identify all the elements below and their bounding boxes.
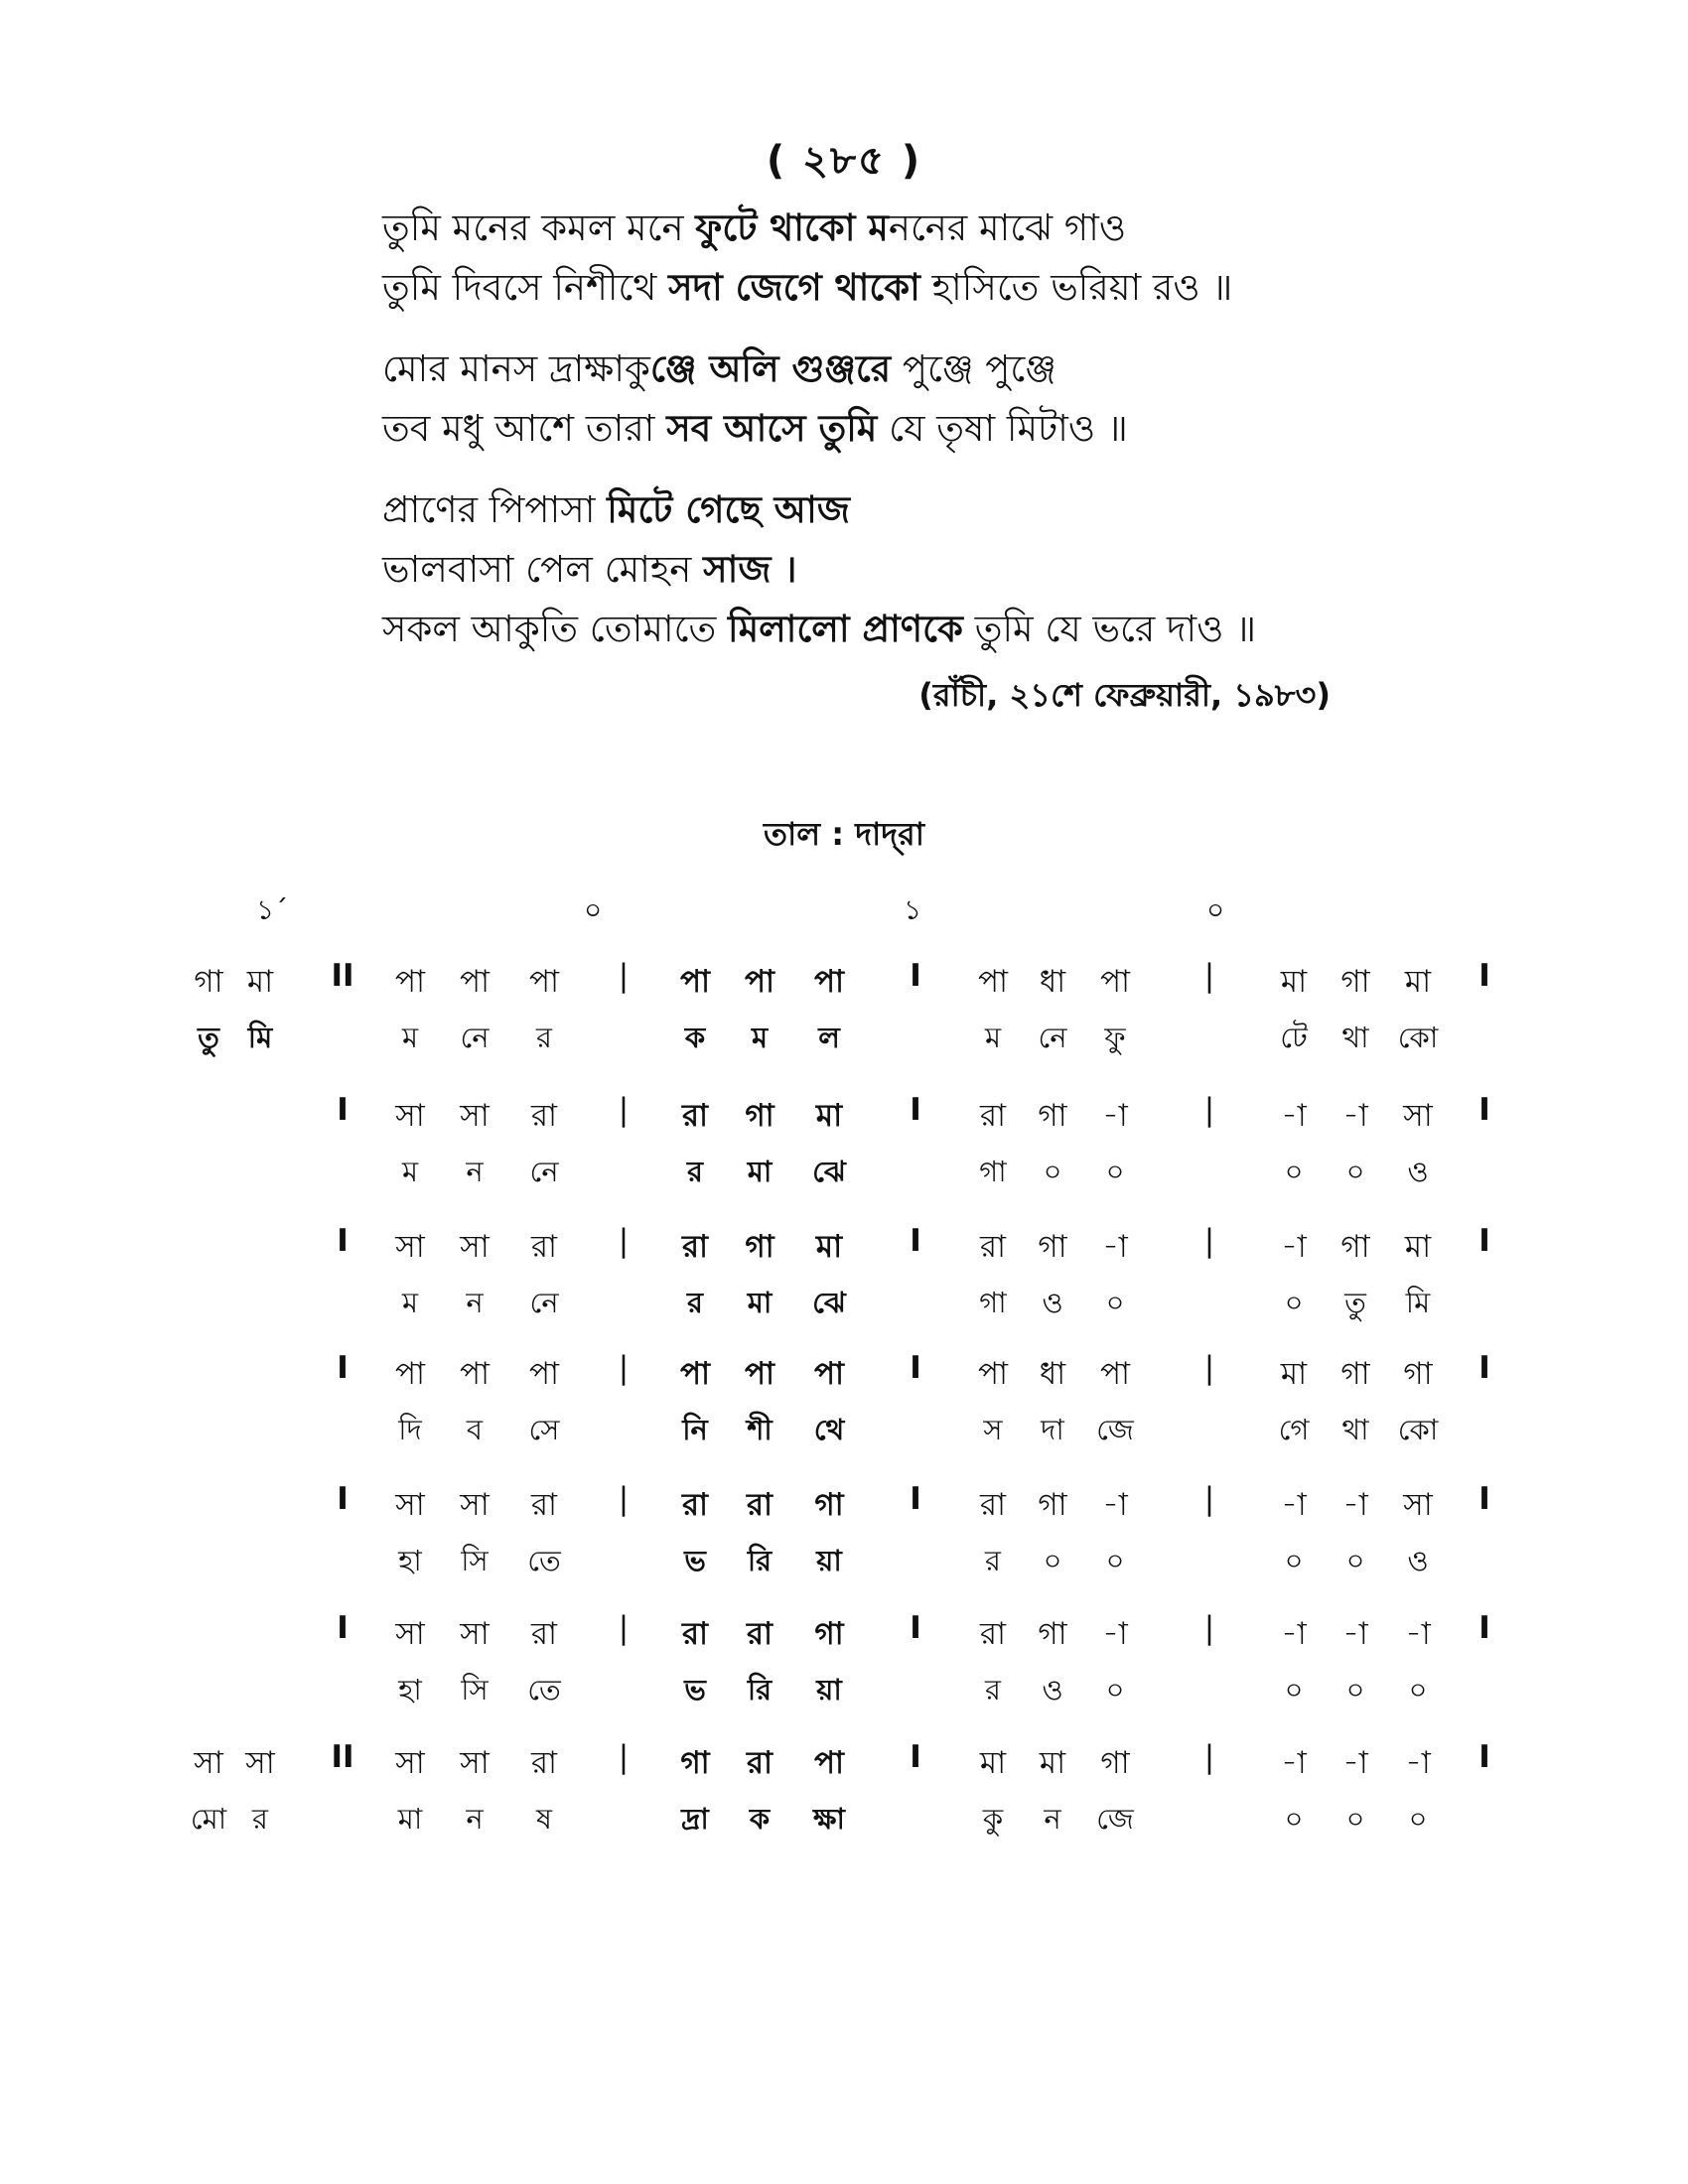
lyric-segment: পুঞ্জে পুঞ্জে [891, 347, 1056, 390]
swara-note: রা [530, 1098, 558, 1134]
swara-note: ধা [1039, 1356, 1066, 1392]
beat-marker: ১ [904, 893, 922, 926]
swara-note: মা [815, 1098, 843, 1134]
swara-note: রা [979, 1487, 1007, 1523]
bar-line: I [1478, 1739, 1490, 1775]
lyric-syllable: ০ [1408, 1673, 1428, 1706]
swara-note: পা [744, 1356, 775, 1392]
lyric-segment: তব মধু আশে তারা [382, 407, 667, 450]
lyric-syllable: সি [461, 1673, 489, 1706]
lyric-segment: তুমি যে ভরে দাও ॥ [962, 608, 1257, 650]
lyric-line [382, 540, 1375, 600]
lyric-segment: সব আসে তুমি [666, 407, 878, 450]
swara-note: -া [1102, 1487, 1128, 1523]
lyric-syllable: ০ [1284, 1286, 1304, 1319]
lyric-segment: মিটে গেছে আজ [607, 488, 850, 531]
lyric-line [382, 340, 1375, 399]
lyric-syllable: ঝে [812, 1286, 846, 1319]
swara-note: গা [745, 1098, 774, 1134]
swara-note: -া [1102, 1229, 1128, 1265]
lyric-syllable: ও [1407, 1544, 1429, 1577]
swara-note: মা [1404, 1229, 1432, 1265]
lyric-syllable: তু [1344, 1286, 1366, 1319]
bar-line: | [1203, 1610, 1215, 1646]
swara-note: সা [194, 1745, 223, 1781]
swara-note: -া [1405, 1616, 1431, 1652]
lyric-syllable: ও [1042, 1673, 1063, 1706]
lyric-syllable: কু [982, 1802, 1004, 1836]
swara-note: সা [245, 1745, 275, 1781]
lyric-line [382, 480, 1375, 540]
bar-line: I [910, 1481, 921, 1517]
swara-note: পা [528, 964, 560, 1000]
lyric-syllable: গা [979, 1155, 1007, 1188]
bar-line: I [910, 1610, 921, 1646]
beat-marker: ১´ [256, 893, 289, 926]
swara-note: পা [1099, 964, 1131, 1000]
lyric-syllable: ম [984, 1021, 1002, 1054]
swara-note: সা [460, 1616, 490, 1652]
song-lyrics [382, 199, 1375, 681]
lyric-syllable: ০ [1345, 1673, 1365, 1706]
swara-note: পা [394, 1356, 426, 1392]
lyric-syllable: রি [747, 1544, 773, 1577]
lyric-syllable: ০ [1105, 1544, 1125, 1577]
notation-notes-row [0, 1610, 1688, 1652]
lyric-syllable: ন [466, 1802, 484, 1836]
lyric-syllable: দি [398, 1413, 422, 1446]
swara-note: -া [1281, 1745, 1307, 1781]
swara-note: পা [813, 1356, 845, 1392]
swara-note: রা [746, 1487, 774, 1523]
swara-note: সা [1403, 1487, 1433, 1523]
swara-note: রা [530, 1616, 558, 1652]
lyric-syllable: মা [397, 1802, 423, 1836]
lyric-syllable: থা [1341, 1413, 1369, 1446]
lyric-segment: সকল আকুতি তোমাতে [382, 608, 728, 650]
swara-note: পা [679, 964, 711, 1000]
lyric-syllable: নে [529, 1155, 559, 1188]
bar-line: I [1478, 1223, 1490, 1259]
swara-note: গা [1340, 964, 1370, 1000]
bar-line: I [910, 958, 921, 994]
swara-note: পা [977, 964, 1009, 1000]
lyric-syllable: জে [1096, 1413, 1134, 1446]
lyric-line [382, 258, 1375, 318]
swara-note: রা [979, 1616, 1007, 1652]
swara-note: রা [979, 1229, 1007, 1265]
notation-lyrics-row [0, 1668, 1688, 1706]
bar-line: I [1478, 1610, 1490, 1646]
swara-note: -া [1281, 1229, 1307, 1265]
notation-lyrics-row [0, 1539, 1688, 1577]
swara-note: -া [1342, 1745, 1368, 1781]
swara-note: পা [1099, 1356, 1131, 1392]
swara-note: গা [1403, 1356, 1433, 1392]
lyric-syllable: রি [747, 1673, 773, 1706]
lyric-syllable: য়া [816, 1544, 842, 1577]
swara-note: -া [1102, 1098, 1128, 1134]
swara-note: গা [1038, 1098, 1067, 1134]
lyric-stanza [382, 340, 1375, 459]
swara-note: পা [394, 964, 426, 1000]
lyric-syllable: ০ [1408, 1802, 1428, 1836]
swara-note: মা [1280, 1356, 1308, 1392]
swara-note: -া [1281, 1098, 1307, 1134]
lyric-segment: তুমি দিবসে নিশীথে [382, 266, 669, 309]
lyric-syllable: ০ [1043, 1544, 1062, 1577]
lyric-segment: ভালবাসা পেল মোহন [382, 548, 704, 591]
lyric-syllable: ও [1042, 1286, 1063, 1319]
swara-note: পা [813, 1745, 845, 1781]
lyric-syllable: হা [398, 1544, 422, 1577]
lyric-syllable: ০ [1284, 1544, 1304, 1577]
swara-note: রা [530, 1745, 558, 1781]
bar-line: | [1203, 1223, 1215, 1259]
lyric-syllable: ম [751, 1021, 769, 1054]
swara-note: সা [395, 1745, 425, 1781]
notation-lyrics-row [0, 1016, 1688, 1054]
swara-note: পা [744, 964, 775, 1000]
bar-line: I [337, 1350, 349, 1386]
lyric-segment: ফুটে থাকো ম [695, 206, 889, 249]
swara-note: মা [1280, 964, 1308, 1000]
swara-note: সা [460, 1098, 490, 1134]
lyric-syllable: মি [1405, 1286, 1431, 1319]
bar-line: | [1203, 1350, 1215, 1386]
swara-note: গা [814, 1616, 844, 1652]
swara-note: রা [746, 1745, 774, 1781]
lyric-syllable: নে [460, 1021, 490, 1054]
bar-line: I [910, 1223, 921, 1259]
lyric-segment: প্রাণের পিপাসা [382, 488, 608, 531]
lyric-segment: হাসিতে ভরিয়া রও ॥ [919, 266, 1233, 309]
swara-note: গা [814, 1487, 844, 1523]
bar-line: I [337, 1610, 349, 1646]
swara-note: সা [395, 1229, 425, 1265]
lyric-syllable: ০ [1284, 1673, 1304, 1706]
bar-line: I [1478, 1481, 1490, 1517]
swara-note: -া [1405, 1745, 1431, 1781]
bar-line: | [618, 1223, 630, 1259]
lyric-syllable: থা [1341, 1021, 1369, 1054]
lyric-syllable: র [985, 1544, 1001, 1577]
lyric-syllable: ভ [684, 1544, 706, 1577]
bar-line: | [618, 958, 630, 994]
notation-notes-row [0, 1481, 1688, 1523]
lyric-syllable: ০ [1284, 1802, 1304, 1836]
swara-note: মা [979, 1745, 1007, 1781]
swara-note: রা [681, 1229, 709, 1265]
lyric-syllable: তে [527, 1544, 561, 1577]
swara-note: রা [746, 1616, 774, 1652]
lyric-line [382, 600, 1375, 659]
lyric-syllable: ম [401, 1155, 419, 1188]
bar-line: | [618, 1350, 630, 1386]
beat-marker: ০ [1206, 893, 1225, 926]
place-date: (রাঁচী, ২১শে ফেব্রুয়ারী, ১৯৮৩) [918, 676, 1331, 714]
swara-note: গা [1038, 1616, 1067, 1652]
lyric-syllable: ০ [1345, 1544, 1365, 1577]
swara-note: -া [1281, 1487, 1307, 1523]
swara-note: মা [1404, 964, 1432, 1000]
bar-line: I [1478, 958, 1490, 994]
bar-line: | [618, 1610, 630, 1646]
lyric-syllable: শী [747, 1413, 773, 1446]
lyric-syllable: ন [1044, 1802, 1061, 1836]
lyric-syllable: ন [466, 1286, 484, 1319]
lyric-syllable: ম [401, 1286, 419, 1319]
swara-note: রা [530, 1229, 558, 1265]
swara-note: সা [460, 1229, 490, 1265]
lyric-syllable: গা [979, 1286, 1007, 1319]
swara-note: পা [679, 1356, 711, 1392]
swara-note: সা [395, 1487, 425, 1523]
notation-lyrics-row [0, 1150, 1688, 1188]
notation-notes-row [0, 1350, 1688, 1392]
bar-line: I [1478, 1092, 1490, 1128]
swara-note: গা [194, 964, 223, 1000]
lyric-syllable: র [252, 1802, 268, 1836]
lyric-syllable: ক [749, 1802, 771, 1836]
lyric-syllable: দা [1041, 1413, 1064, 1446]
beat-marker: ০ [584, 893, 603, 926]
swara-note: -া [1342, 1487, 1368, 1523]
notation-lyrics-row [0, 1408, 1688, 1446]
lyric-syllable: ঝে [812, 1155, 846, 1188]
lyric-syllable: জে [1096, 1802, 1134, 1836]
lyric-syllable: ফু [1104, 1021, 1126, 1054]
lyric-line [382, 399, 1375, 459]
swara-note: রা [681, 1098, 709, 1134]
lyric-syllable: ০ [1345, 1155, 1365, 1188]
lyric-syllable: তু [198, 1021, 219, 1054]
lyric-syllable: স [983, 1413, 1003, 1446]
lyric-syllable: হা [398, 1673, 422, 1706]
lyric-syllable: র [687, 1286, 703, 1319]
swara-note: -া [1102, 1616, 1128, 1652]
notation-notes-row [0, 1739, 1688, 1781]
swara-note: রা [681, 1487, 709, 1523]
swara-note: মা [815, 1229, 843, 1265]
swara-note: সা [460, 1487, 490, 1523]
lyric-syllable: ও [1407, 1155, 1429, 1188]
lyric-syllable: ০ [1284, 1155, 1304, 1188]
swara-note: রা [530, 1487, 558, 1523]
swara-note: গা [1340, 1356, 1370, 1392]
swara-note: সা [395, 1098, 425, 1134]
swara-note: পা [813, 964, 845, 1000]
lyric-syllable: ব [466, 1413, 484, 1446]
lyric-syllable: ক [684, 1021, 706, 1054]
swara-note: রা [979, 1098, 1007, 1134]
lyric-syllable: গে [1278, 1413, 1310, 1446]
tala-label: তাল : দাদ্‌রা [764, 815, 924, 853]
lyric-syllable: র [536, 1021, 552, 1054]
lyric-syllable: ০ [1043, 1155, 1062, 1188]
lyric-syllable: ষ [536, 1802, 552, 1836]
swara-note: মা [1039, 1745, 1066, 1781]
lyric-syllable: ০ [1105, 1286, 1125, 1319]
notation-notes-row [0, 1092, 1688, 1134]
lyric-segment: তুমি মনের কমল মনে [382, 206, 696, 249]
bar-line: I [910, 1739, 921, 1775]
lyric-segment: মিলালো প্রাণকে [727, 608, 963, 650]
lyric-stanza [382, 480, 1375, 659]
notation-notes-row [0, 958, 1688, 1000]
swara-note: -া [1342, 1616, 1368, 1652]
lyric-syllable: ভ [684, 1673, 706, 1706]
lyric-syllable: দ্রা [681, 1802, 709, 1836]
swara-note: রা [681, 1616, 709, 1652]
lyric-syllable: সি [461, 1544, 489, 1577]
lyric-syllable: টে [1280, 1021, 1308, 1054]
swara-note: পা [459, 1356, 491, 1392]
lyric-syllable: মা [747, 1155, 773, 1188]
swara-note: সা [460, 1745, 490, 1781]
lyric-segment: ঞ্জে অলি গুঞ্জরে [649, 347, 892, 390]
lyric-syllable: ০ [1345, 1802, 1365, 1836]
page-number: ( ২৮৫ ) [766, 138, 922, 184]
notation-lyrics-row [0, 1797, 1688, 1836]
lyric-segment: সদা জেগে থাকো [668, 266, 920, 309]
lyric-syllable: র [687, 1155, 703, 1188]
lyric-syllable: নি [682, 1413, 708, 1446]
lyric-syllable: ম [401, 1021, 419, 1054]
swara-note: সা [1403, 1098, 1433, 1134]
lyric-syllable: ল [818, 1021, 840, 1054]
lyric-syllable: কো [1397, 1413, 1439, 1446]
lyric-syllable: সে [528, 1413, 560, 1446]
swara-note: গা [1038, 1487, 1067, 1523]
swara-note: মা [246, 964, 274, 1000]
lyric-syllable: মা [747, 1286, 773, 1319]
lyric-segment: সাজ । [703, 548, 797, 591]
swara-note: গা [680, 1745, 710, 1781]
lyric-syllable: নে [1038, 1021, 1067, 1054]
bar-line: I [337, 1223, 349, 1259]
swara-note: গা [1038, 1229, 1067, 1265]
lyric-segment: ননের মাঝে গাও [888, 206, 1127, 249]
bar-line: | [1203, 1739, 1215, 1775]
bar-line: | [618, 1739, 630, 1775]
lyric-syllable: য়া [816, 1673, 842, 1706]
lyric-syllable: কো [1397, 1021, 1439, 1054]
swara-note: গা [1340, 1229, 1370, 1265]
lyric-syllable: থে [813, 1413, 845, 1446]
lyric-syllable: র [985, 1673, 1001, 1706]
notation-lyrics-row [0, 1281, 1688, 1319]
lyric-syllable: নে [529, 1286, 559, 1319]
bar-line: | [1203, 958, 1215, 994]
lyric-syllable: মি [247, 1021, 273, 1054]
swara-note: গা [745, 1229, 774, 1265]
bar-line: | [1203, 1481, 1215, 1517]
lyric-segment: মোর মানস দ্রাক্ষাকু [382, 347, 650, 390]
bar-line: I [910, 1092, 921, 1128]
lyric-syllable: ন [466, 1155, 484, 1188]
swara-note: সা [395, 1616, 425, 1652]
lyric-syllable: মো [190, 1802, 227, 1836]
bar-line: I [1478, 1350, 1490, 1386]
swara-note: গা [1100, 1745, 1130, 1781]
bar-line: | [618, 1481, 630, 1517]
bar-line: II [331, 1739, 354, 1775]
bar-line: I [337, 1481, 349, 1517]
lyric-syllable: তে [527, 1673, 561, 1706]
bar-line: II [331, 958, 354, 994]
bar-line: | [618, 1092, 630, 1128]
swara-note: পা [977, 1356, 1009, 1392]
lyric-syllable: ০ [1105, 1673, 1125, 1706]
lyric-syllable: ০ [1105, 1155, 1125, 1188]
bar-line: I [337, 1092, 349, 1128]
swara-note: ধা [1039, 964, 1066, 1000]
lyric-stanza [382, 199, 1375, 318]
swara-note: পা [459, 964, 491, 1000]
swara-note: পা [528, 1356, 560, 1392]
lyric-syllable: ক্ষা [813, 1802, 845, 1836]
swara-note: -া [1281, 1616, 1307, 1652]
lyric-line [382, 199, 1375, 258]
bar-line: | [1203, 1092, 1215, 1128]
bar-line: I [910, 1350, 921, 1386]
notation-notes-row [0, 1223, 1688, 1265]
swara-note: -া [1342, 1098, 1368, 1134]
lyric-segment: যে তৃষা মিটাও ॥ [877, 407, 1128, 450]
